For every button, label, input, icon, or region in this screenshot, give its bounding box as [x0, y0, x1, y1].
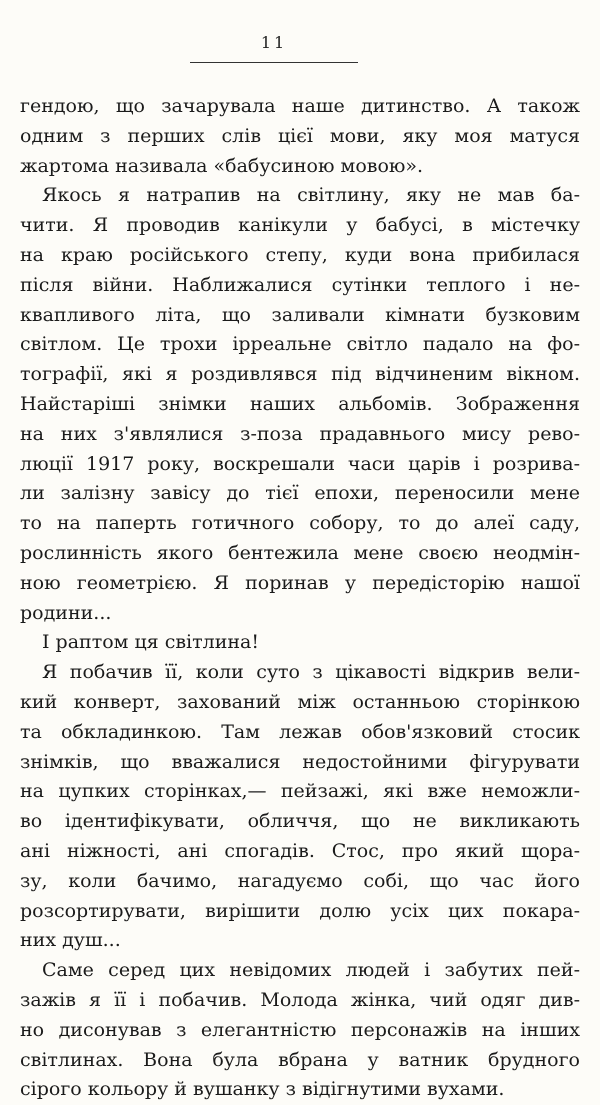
text-line: сірого кольору й вушанку з відігнутими вухами. — [20, 1078, 505, 1101]
text-line: ною геометрією. Я поринав у передісторію нашої — [20, 571, 580, 594]
text-line: кий конверт, захований між останньою сторінкою — [20, 690, 580, 713]
text-line: ані ніжності, ані спогадів. Стос, про який щора- — [20, 839, 580, 862]
text-line: рослинність якого бентежила мене своєю неодмін- — [20, 541, 580, 564]
page-number: 11 — [260, 33, 288, 52]
text-line: знімків, що вважалися недостойними фігурувати — [20, 750, 580, 773]
text-line: родини... — [20, 601, 112, 624]
text-line: І раптом ця світлина! — [42, 631, 259, 654]
text-line: Саме серед цих невідомих людей і забутих пей- — [42, 959, 580, 982]
text-line: них душ... — [20, 929, 121, 952]
text-line: світлом. Це трохи ірреальне світло падало на фо- — [20, 333, 580, 356]
header-rule — [190, 62, 358, 63]
text-line: то на паперть готичного собору, то до алеї саду, — [20, 512, 580, 535]
text-line: гендою, що зачарувала наше дитинство. А також — [20, 95, 580, 117]
text-line: на них з'являлися з-поза прадавнього мису рево- — [20, 422, 580, 445]
text-line: тографії, які я роздивлявся під відчиненим вікном. — [20, 363, 580, 386]
body-text — [20, 92, 580, 1105]
text-line: та обкладинкою. Там лежав обов'язковий стосик — [20, 720, 580, 743]
text-line: Якось я натрапив на світлину, яку не мав ба- — [42, 184, 580, 207]
text-line: на краю російського степу, куди вона прибилася — [20, 243, 580, 266]
text-line: люції 1917 року, воскрешали часи царів і розрива- — [20, 452, 580, 475]
text-line: ли залізну завісу до тієї епохи, переносили мене — [20, 482, 580, 505]
text-line: квапливого літа, що заливали кімнати бузковим — [20, 303, 580, 326]
text-line: зу, коли бачимо, нагадуємо собі, що час його — [20, 869, 580, 892]
text-line: зажів я її і побачив. Молода жінка, чий одяг див- — [20, 988, 580, 1011]
text-line: во ідентифікувати, обличчя, що не викликають — [20, 810, 580, 833]
text-line: на цупких сторінках,— пейзажі, які вже неможли- — [20, 780, 580, 803]
text-line: но дисонував з елегантністю персонажів на інших — [20, 1018, 580, 1041]
text-line: після війни. Наближалися сутінки теплого і не- — [20, 273, 580, 296]
text-line: розсортирувати, вирішити долю усіх цих покара- — [20, 899, 580, 922]
text-line: жартома називала «бабусиною мовою». — [20, 154, 424, 177]
text-line: Я побачив її, коли суто з цікавості відкрив вели- — [42, 661, 580, 684]
text-line: одним з перших слів цієї мови, яку моя матуся — [20, 124, 580, 147]
text-line: чити. Я проводив канікули у бабусі, в містечку — [20, 214, 580, 237]
text-line: Найстаріші знімки наших альбомів. Зображення — [20, 392, 580, 415]
page-header — [190, 30, 358, 63]
text-line: світлинах. Вона була вбрана у ватник брудного — [20, 1048, 580, 1071]
